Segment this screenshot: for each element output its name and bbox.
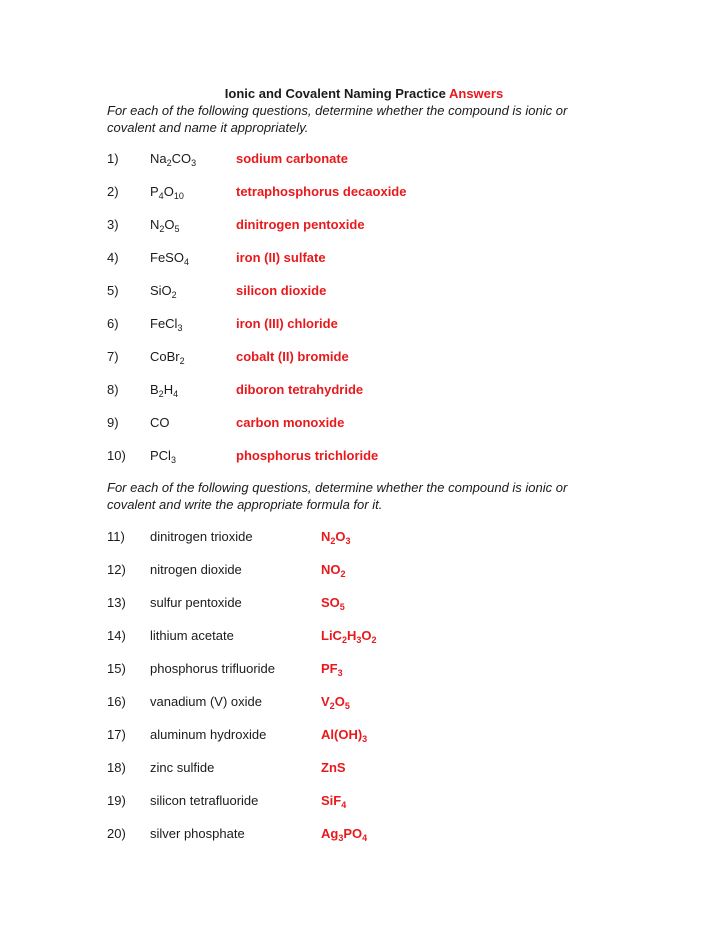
answer-formula: SiF$_4$: [321, 793, 347, 810]
compound-formula: SiO$_2$: [150, 283, 177, 300]
compound-name: phosphorus trifluoride: [150, 661, 276, 676]
answer-formula: $Al(OH)_3$: [321, 727, 368, 744]
section1-instructions: [107, 102, 632, 136]
question-row: [107, 727, 667, 760]
compound-name: silver phosphate: [150, 826, 245, 841]
compound-formula: PCl$_3$: [150, 448, 176, 465]
question-number: 16): [107, 694, 126, 709]
page-title-text: Ionic and Covalent Naming Practice: [224, 86, 449, 101]
question-number: 2): [107, 184, 119, 199]
compound-formula: $N_2O_5$: [150, 217, 180, 234]
question-row: [107, 316, 667, 349]
question-number: 12): [107, 562, 126, 577]
question-number: 7): [107, 349, 119, 364]
question-row: [107, 793, 667, 826]
answer-name: iron (II) sulfate: [236, 250, 326, 265]
answer-formula: $N_2O_3$: [321, 529, 351, 546]
answer-name: iron (III) chloride: [236, 316, 338, 331]
answer-name: silicon dioxide: [236, 283, 327, 298]
question-row: [107, 529, 667, 562]
question-row: [107, 661, 667, 694]
compound-formula: $B_2H_4$: [150, 382, 179, 399]
question-row: [107, 826, 667, 859]
question-number: 17): [107, 727, 126, 742]
compound-formula: $P_4O_{10}$: [150, 184, 184, 201]
question-number: 20): [107, 826, 126, 841]
question-number: 19): [107, 793, 126, 808]
compound-formula: CO: [150, 415, 170, 430]
question-number: 1): [107, 151, 119, 166]
answer-formula: $V_2O_5$: [321, 694, 350, 711]
section2-instructions-line2: covalent and write the appropriate formula for it.: [107, 497, 383, 512]
question-row: [107, 217, 667, 250]
answer-formula: $Ag_3PO_4$: [321, 826, 368, 843]
compound-name: nitrogen dioxide: [150, 562, 242, 577]
answer-formula: ZnS: [321, 760, 346, 775]
answer-name: phosphorus trichloride: [236, 448, 379, 463]
question-number: 3): [107, 217, 119, 232]
compound-name: dinitrogen trioxide: [150, 529, 253, 544]
answer-name: diboron tetrahydride: [236, 382, 364, 397]
naming-questions-list: [107, 151, 667, 481]
question-row: [107, 448, 667, 481]
answer-formula: $LiC_2H_3O_2$: [321, 628, 377, 645]
answer-formula: $SO_5$: [321, 595, 345, 612]
section1-instructions-line2: covalent and name it appropriately.: [107, 120, 309, 135]
page-title: [0, 86, 728, 101]
question-number: 15): [107, 661, 126, 676]
answer-name: dinitrogen pentoxide: [236, 217, 365, 232]
formula-questions-list: [107, 529, 667, 859]
question-row: [107, 628, 667, 661]
question-row: [107, 562, 667, 595]
compound-name: zinc sulfide: [150, 760, 215, 775]
compound-formula: CoBr$_2$: [150, 349, 185, 366]
question-row: [107, 250, 667, 283]
answer-name: sodium carbonate: [236, 151, 348, 166]
question-number: 14): [107, 628, 126, 643]
page-title-answers-highlight: Answers: [448, 86, 504, 101]
question-number: 11): [107, 529, 125, 544]
section2-instructions-line1: For each of the following questions, determine whether the compound is ionic or: [107, 480, 568, 495]
section2-instructions: [107, 479, 632, 513]
question-number: 13): [107, 595, 126, 610]
question-row: [107, 415, 667, 448]
compound-formula: FeCl$_3$: [150, 316, 183, 333]
question-row: [107, 595, 667, 628]
question-row: [107, 283, 667, 316]
answer-name: tetraphosphorus decaoxide: [236, 184, 407, 199]
question-number: 8): [107, 382, 119, 397]
question-number: 5): [107, 283, 119, 298]
question-number: 9): [107, 415, 119, 430]
compound-name: sulfur pentoxide: [150, 595, 242, 610]
answer-formula: $PF_3$: [321, 661, 343, 678]
compound-formula: $Na_2CO_3$: [150, 151, 197, 168]
compound-formula: FeSO$_4$: [150, 250, 189, 267]
compound-name: aluminum hydroxide: [150, 727, 267, 742]
answer-name: carbon monoxide: [236, 415, 345, 430]
question-row: [107, 694, 667, 727]
compound-name: lithium acetate: [150, 628, 234, 643]
section1-instructions-line1: For each of the following questions, determine whether the compound is ionic or: [107, 103, 568, 118]
question-row: [107, 151, 667, 184]
question-number: 18): [107, 760, 126, 775]
compound-name: silicon tetrafluoride: [150, 793, 259, 808]
compound-name: vanadium (V) oxide: [150, 694, 262, 709]
question-number: 6): [107, 316, 119, 331]
question-row: [107, 184, 667, 217]
question-row: [107, 382, 667, 415]
question-number: 10): [107, 448, 126, 463]
question-number: 4): [107, 250, 119, 265]
question-row: [107, 349, 667, 382]
answer-name: cobalt (II) bromide: [236, 349, 349, 364]
answer-formula: $NO_2$: [321, 562, 346, 579]
question-row: [107, 760, 667, 793]
